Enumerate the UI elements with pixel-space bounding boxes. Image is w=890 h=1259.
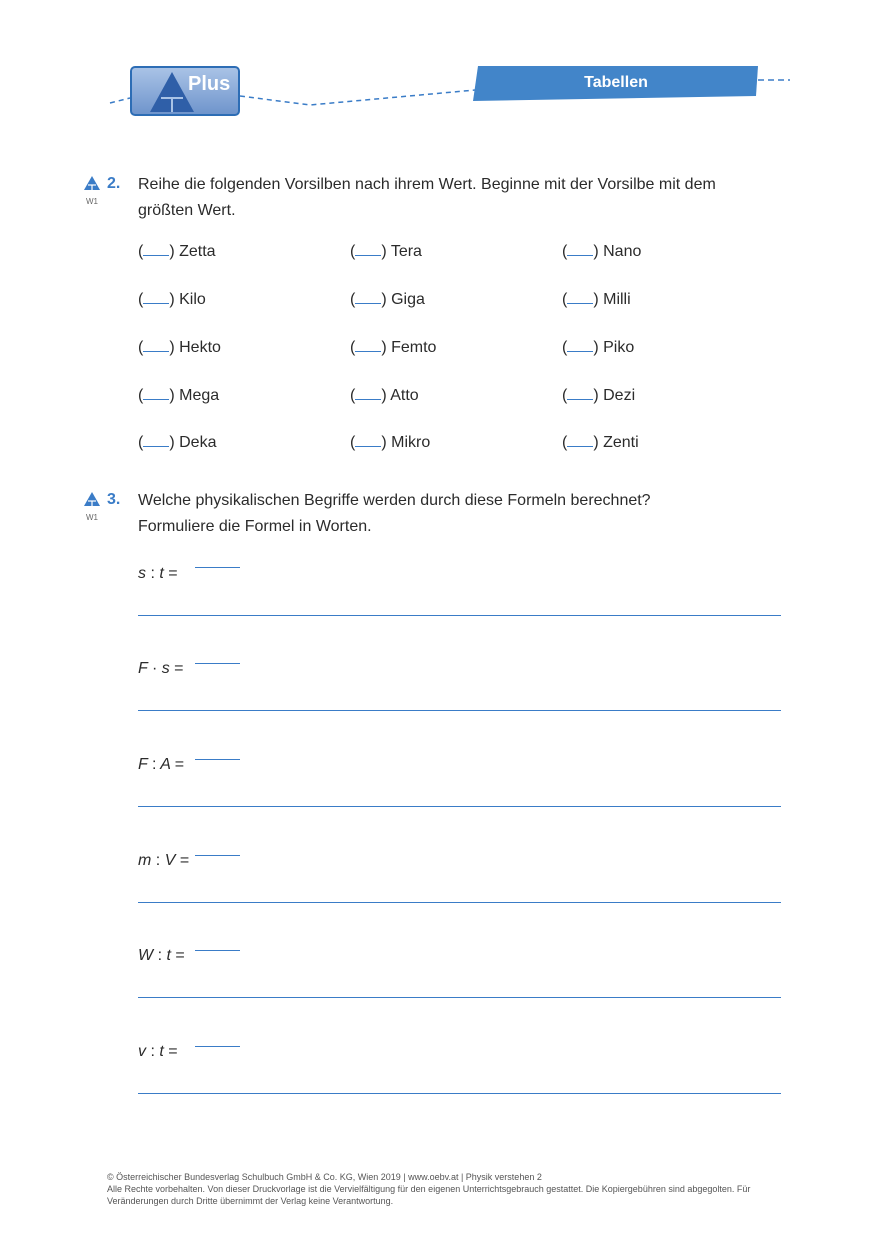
rank-blank[interactable] — [567, 241, 593, 256]
rank-blank[interactable] — [355, 432, 381, 447]
prefix-label: Mega — [179, 387, 220, 404]
prefix-label: Milli — [603, 291, 631, 308]
prefix-item[interactable]: ( ) Mega — [138, 387, 220, 404]
prefix-item[interactable]: ( ) Hekto — [138, 339, 221, 356]
prefix-label: Mikro — [391, 434, 431, 451]
prefix-label: Hekto — [179, 339, 221, 356]
rank-blank[interactable] — [355, 241, 381, 256]
rank-blank[interactable] — [567, 289, 593, 304]
prefix-label: Zetta — [179, 243, 216, 260]
rank-blank[interactable] — [143, 289, 169, 304]
footer-line: Alle Rechte vorbehalten. Von dieser Druckvorlage ist die Vervielfältigung für den eigenen Unterrichtsgebrauch gestattet. Die Kopiergebühren sind abgegolten. Für — [107, 1184, 751, 1194]
answer-short-line[interactable] — [195, 855, 240, 856]
prefix-item[interactable]: ( ) Zenti — [562, 434, 639, 451]
task-instruction — [138, 488, 778, 540]
answer-short-line[interactable] — [195, 950, 240, 951]
pyramid-icon — [83, 175, 101, 191]
prefix-label: Nano — [603, 243, 642, 260]
rank-blank[interactable] — [143, 385, 169, 400]
task-text-line: größten Wert. — [138, 202, 236, 219]
pyramid-icon — [83, 491, 101, 507]
answer-line[interactable] — [138, 902, 781, 903]
answer-short-line[interactable] — [195, 567, 240, 568]
prefix-item[interactable]: ( ) Atto — [350, 387, 419, 404]
copyright-footer — [107, 1171, 787, 1207]
prefix-label: Dezi — [603, 387, 636, 404]
task-text-line: Welche physikalischen Begriffe werden durch diese Formeln berechnet? — [138, 492, 651, 509]
rank-blank[interactable] — [355, 337, 381, 352]
prefix-label: Kilo — [179, 291, 206, 308]
plus-logo — [130, 66, 240, 116]
prefix-item[interactable]: ( ) Tera — [350, 243, 422, 260]
prefix-item[interactable]: ( ) Zetta — [138, 243, 216, 260]
prefix-item[interactable]: ( ) Giga — [350, 291, 425, 308]
rank-blank[interactable] — [143, 241, 169, 256]
prefix-item[interactable]: ( ) Femto — [350, 339, 437, 356]
task-text-line: Formuliere die Formel in Worten. — [138, 518, 372, 535]
logo-text: Plus — [188, 73, 231, 95]
prefix-item[interactable]: ( ) Nano — [562, 243, 642, 260]
prefix-label: Deka — [179, 434, 217, 451]
task-number: 2. — [107, 175, 121, 192]
prefix-item[interactable]: ( ) Dezi — [562, 387, 636, 404]
task-instruction — [138, 172, 778, 224]
answer-short-line[interactable] — [195, 1046, 240, 1047]
prefix-item[interactable]: ( ) Mikro — [350, 434, 431, 451]
answer-line[interactable] — [138, 1093, 781, 1094]
rank-blank[interactable] — [567, 385, 593, 400]
answer-short-line[interactable] — [195, 663, 240, 664]
formula: F : A = — [138, 756, 185, 773]
rank-blank[interactable] — [143, 337, 169, 352]
answer-line[interactable] — [138, 710, 781, 711]
footer-line: © Österreichischer Bundesverlag Schulbuch GmbH & Co. KG, Wien 2019 | www.oebv.at | Physik verstehen 2 — [107, 1172, 542, 1182]
answer-line[interactable] — [138, 997, 781, 998]
prefix-item[interactable]: ( ) Deka — [138, 434, 217, 451]
formula: s : t = — [138, 565, 178, 582]
rank-blank[interactable] — [143, 432, 169, 447]
answer-line[interactable] — [138, 806, 781, 807]
prefix-label: Piko — [603, 339, 635, 356]
footer-line: Veränderungen durch Dritte übernimmt der Verlag keine Verantwortung. — [107, 1196, 394, 1206]
task-number: 3. — [107, 491, 121, 508]
formula: v : t = — [138, 1043, 178, 1060]
section-title: Tabellen — [584, 74, 648, 91]
level-badge: W1 — [86, 513, 98, 522]
prefix-item[interactable]: ( ) Kilo — [138, 291, 206, 308]
answer-line[interactable] — [138, 615, 781, 616]
prefix-label: Zenti — [603, 434, 639, 451]
formula: W : t = — [138, 947, 185, 964]
rank-blank[interactable] — [567, 432, 593, 447]
task-text-line: Reihe die folgenden Vorsilben nach ihrem Wert. Beginne mit der Vorsilbe mit dem — [138, 176, 716, 193]
formula: F · s = — [138, 660, 184, 677]
answer-short-line[interactable] — [195, 759, 240, 760]
prefix-label: Femto — [391, 339, 437, 356]
level-badge: W1 — [86, 197, 98, 206]
prefix-item[interactable]: ( ) Piko — [562, 339, 635, 356]
prefix-label: Tera — [390, 243, 422, 260]
prefix-label: Giga — [391, 291, 425, 308]
prefix-item[interactable]: ( ) Milli — [562, 291, 631, 308]
formula: m : V = — [138, 852, 190, 869]
prefix-label: Atto — [390, 387, 419, 404]
rank-blank[interactable] — [355, 385, 381, 400]
rank-blank[interactable] — [355, 289, 381, 304]
rank-blank[interactable] — [567, 337, 593, 352]
